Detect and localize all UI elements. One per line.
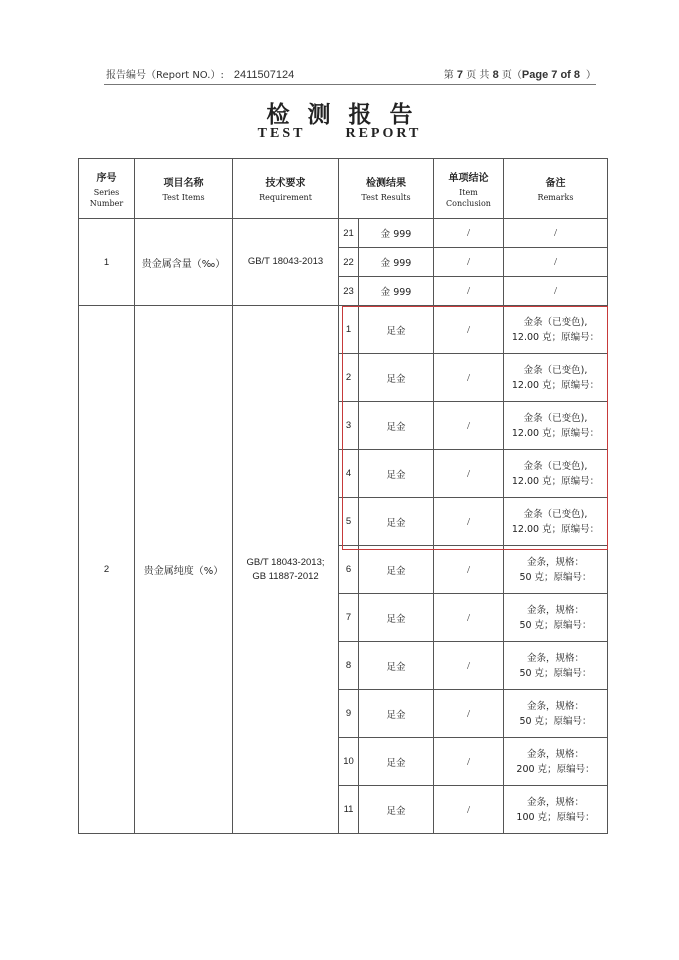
- table-row: [79, 306, 608, 354]
- result-cell: 足金: [359, 786, 434, 834]
- col-remarks-en: Remarks: [537, 193, 574, 202]
- row-index: 2: [339, 354, 359, 402]
- result-cell: 足金: [359, 354, 434, 402]
- remark-line-2: 50 克；原编号：: [519, 619, 592, 631]
- row-index: 6: [339, 546, 359, 594]
- result-cell: 足金: [359, 594, 434, 642]
- row-index: 21: [339, 219, 359, 248]
- remark-cell: /: [504, 248, 608, 277]
- result-cell: 足金: [359, 306, 434, 354]
- page-label-pre: 第: [443, 70, 454, 81]
- result-cell: 金 999: [359, 219, 434, 248]
- requirement-line-1: GB/T 18043-2013;: [246, 556, 325, 568]
- table-header-row: [79, 159, 608, 219]
- header-divider: [104, 84, 596, 85]
- remark-line-2: 50 克；原编号：: [519, 571, 592, 583]
- remark-line-2: 50 克；原编号：: [519, 715, 592, 727]
- report-title: 检测报告: [266, 101, 431, 128]
- result-cell: 金 999: [359, 277, 434, 306]
- remark-line-2: 200 克；原编号：: [516, 763, 595, 775]
- remark-line-1: 金条（已变色),: [523, 508, 588, 520]
- col-serial-cn: 序号: [96, 172, 117, 184]
- remark-line-2: 12.00 克；原编号：: [511, 331, 600, 343]
- conclusion-cell: /: [434, 642, 504, 690]
- conclusion-cell: /: [434, 402, 504, 450]
- conclusion-cell: /: [434, 690, 504, 738]
- report-number-value: 2411507124: [233, 69, 295, 81]
- remark-line-2: 12.00 克；原编号：: [511, 379, 600, 391]
- remark-cell: [504, 450, 608, 498]
- row-index: 10: [339, 738, 359, 786]
- remark-cell: [504, 786, 608, 834]
- col-remarks-cn: 备注: [545, 178, 566, 189]
- page-current: 7: [456, 69, 464, 81]
- report-number-label: 报告编号（Report NO.）:: [106, 70, 224, 81]
- remark-line-1: 金条，规格：: [526, 748, 584, 760]
- remark-line-1: 金条（已变色),: [523, 316, 588, 328]
- result-cell: 足金: [359, 738, 434, 786]
- serial-cell: 2: [79, 306, 135, 834]
- results-table: [78, 158, 608, 834]
- row-index: 3: [339, 402, 359, 450]
- row-index: 4: [339, 450, 359, 498]
- conclusion-cell: /: [434, 738, 504, 786]
- row-index: 5: [339, 498, 359, 546]
- result-cell: 足金: [359, 498, 434, 546]
- remark-cell: [504, 690, 608, 738]
- requirement-cell: GB/T 18043-2013: [233, 219, 339, 306]
- requirement-cell: [233, 306, 339, 834]
- col-req-en: Requirement: [259, 193, 312, 202]
- row-index: 11: [339, 786, 359, 834]
- conclusion-cell: /: [434, 354, 504, 402]
- remark-line-2: 50 克；原编号：: [519, 667, 592, 679]
- row-index: 7: [339, 594, 359, 642]
- result-cell: 金 999: [359, 248, 434, 277]
- remark-line-2: 12.00 克；原编号：: [511, 427, 600, 439]
- remark-cell: [504, 402, 608, 450]
- remark-cell: [504, 594, 608, 642]
- item-cell: 贵金属纯度（%）: [135, 306, 233, 834]
- col-item-en: Test Items: [162, 193, 205, 202]
- result-cell: 足金: [359, 450, 434, 498]
- remark-cell: [504, 498, 608, 546]
- row-index: 1: [339, 306, 359, 354]
- col-requirement: [233, 159, 339, 219]
- col-serial: [79, 159, 135, 219]
- remark-line-2: 12.00 克；原编号：: [511, 523, 600, 535]
- remark-line-1: 金条（已变色),: [523, 412, 588, 424]
- conclusion-cell: /: [434, 306, 504, 354]
- item-cell: 贵金属含量（‰）: [135, 219, 233, 306]
- remark-line-1: 金条，规格：: [526, 652, 584, 664]
- conclusion-cell: /: [434, 498, 504, 546]
- conclusion-cell: /: [434, 546, 504, 594]
- remark-cell: /: [504, 277, 608, 306]
- report-title-en-2: REPORT: [345, 126, 422, 141]
- row-index: 8: [339, 642, 359, 690]
- conclusion-cell: /: [434, 248, 504, 277]
- col-conclusion-en: [434, 187, 503, 209]
- remark-cell: [504, 306, 608, 354]
- remark-cell: [504, 738, 608, 786]
- result-cell: 足金: [359, 546, 434, 594]
- remark-line-2: 100 克；原编号：: [516, 811, 595, 823]
- col-conclusion-cn: 单项结论: [448, 172, 489, 184]
- col-conclusion: [434, 159, 504, 219]
- page-en: Page 7 of 8: [521, 69, 580, 81]
- conclusion-cell: /: [434, 219, 504, 248]
- conclusion-cell: /: [434, 277, 504, 306]
- remark-cell: [504, 354, 608, 402]
- conclusion-cell: /: [434, 450, 504, 498]
- conclusion-cell: /: [434, 786, 504, 834]
- remark-line-1: 金条，规格：: [526, 556, 584, 568]
- page-label-close: ）: [586, 70, 596, 81]
- col-serial-en: [79, 187, 134, 209]
- requirement-line-2: GB 11887-2012: [252, 570, 319, 582]
- col-conclusion-en-2: Conclusion: [446, 198, 491, 208]
- page-total: 8: [492, 69, 499, 81]
- remark-cell: [504, 546, 608, 594]
- report-number: [106, 66, 294, 81]
- page-indicator: [444, 66, 596, 81]
- report-title-en-1: TEST: [257, 126, 306, 141]
- col-serial-en-1: Series: [93, 187, 120, 197]
- col-remarks: [504, 159, 608, 219]
- col-conclusion-en-1: Item: [459, 187, 478, 197]
- remark-line-1: 金条（已变色),: [523, 364, 588, 376]
- col-req-cn: 技术要求: [265, 178, 306, 189]
- table-row: [79, 219, 608, 248]
- result-cell: 足金: [359, 642, 434, 690]
- conclusion-cell: /: [434, 594, 504, 642]
- row-index: 22: [339, 248, 359, 277]
- serial-cell: 1: [79, 219, 135, 306]
- page-label-mid: 页 共: [466, 70, 490, 81]
- remark-line-1: 金条，规格：: [526, 796, 584, 808]
- result-cell: 足金: [359, 690, 434, 738]
- report-title-en: [0, 126, 679, 142]
- remark-cell: /: [504, 219, 608, 248]
- report-header: [106, 64, 596, 82]
- col-item: [135, 159, 233, 219]
- remark-line-2: 12.00 克；原编号：: [511, 475, 600, 487]
- remark-line-1: 金条（已变色),: [523, 460, 588, 472]
- row-index: 9: [339, 690, 359, 738]
- remark-line-1: 金条，规格：: [526, 700, 584, 712]
- col-result-en: Test Results: [361, 193, 411, 202]
- remark-line-1: 金条，规格：: [526, 604, 584, 616]
- page-label-post: 页（: [501, 70, 522, 81]
- col-result: [339, 159, 434, 219]
- result-cell: 足金: [359, 402, 434, 450]
- row-index: 23: [339, 277, 359, 306]
- col-item-cn: 项目名称: [163, 178, 204, 189]
- col-result-cn: 检测结果: [366, 178, 406, 189]
- remark-cell: [504, 642, 608, 690]
- col-serial-en-2: Number: [89, 198, 124, 208]
